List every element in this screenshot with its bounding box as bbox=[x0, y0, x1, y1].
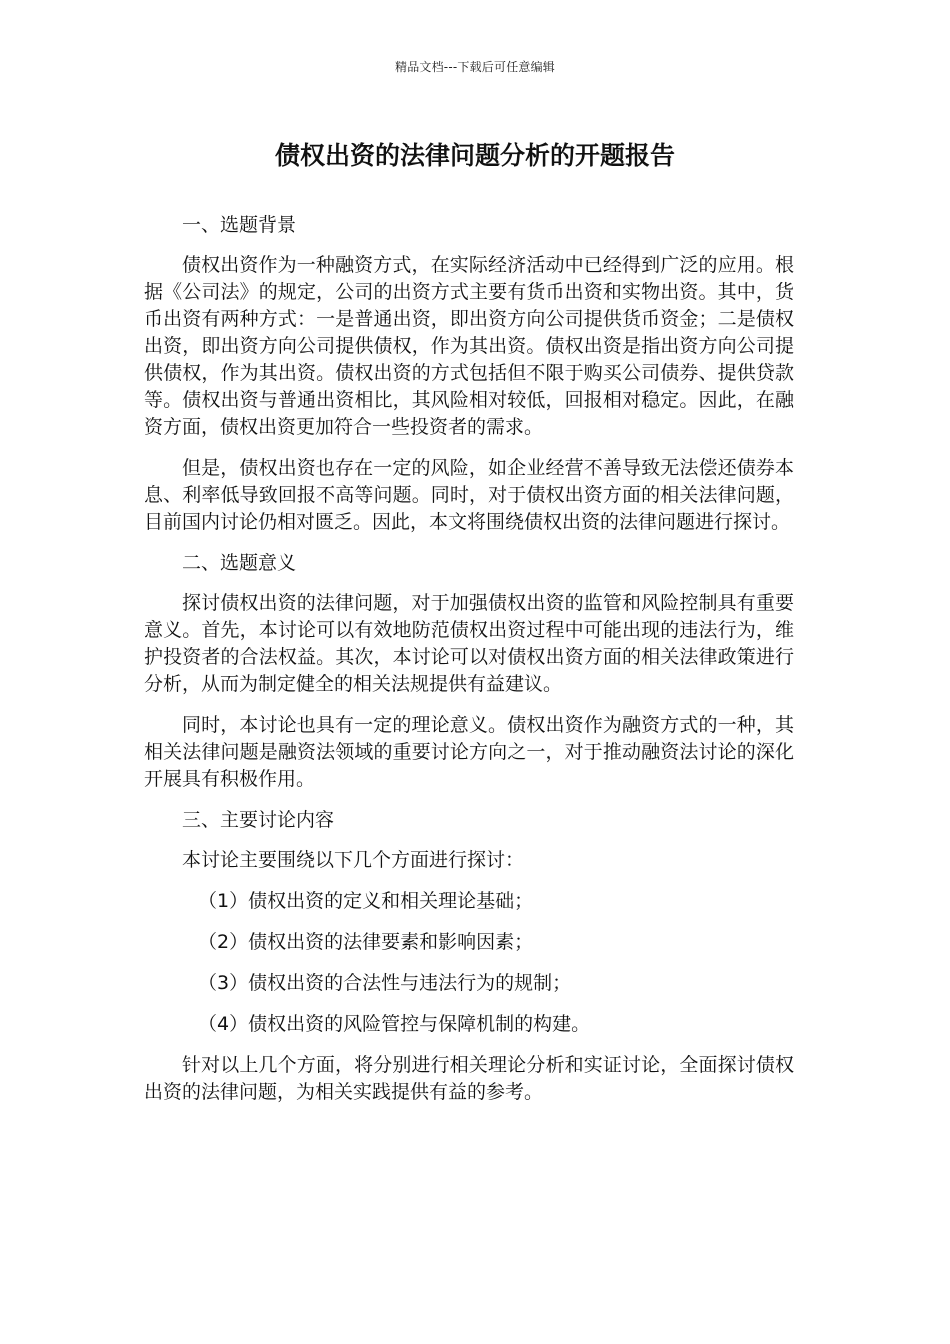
paragraph: 但是，债权出资也存在一定的风险，如企业经营不善导致无法偿还债券本息、利率低导致回报不高等问题。同时，对于债权出资方面的相关法律问题，目前国内讨论仍相对匮乏。因此，本文将围绕债权出资的法律问题进行探讨。 bbox=[144, 457, 794, 533]
section-heading-content: 三、主要讨论内容 bbox=[182, 809, 335, 831]
document-title: 债权出资的法律问题分析的开题报告 bbox=[274, 141, 675, 170]
header-note: 精品文档---下载后可任意编辑 bbox=[395, 60, 555, 74]
section-heading-significance: 二、选题意义 bbox=[182, 552, 297, 574]
paragraph: 同时，本讨论也具有一定的理论意义。债权出资作为融资方式的一种，其相关法律问题是融资法领域的重要讨论方向之一，对于推动融资法讨论的深化开展具有积极作用。 bbox=[144, 714, 794, 790]
paragraph-intro: 本讨论主要围绕以下几个方面进行探讨： bbox=[182, 849, 525, 871]
list-item: （1）债权出资的定义和相关理论基础； bbox=[198, 890, 534, 912]
list-item: （2）债权出资的法律要素和影响因素； bbox=[198, 931, 534, 953]
paragraph: 债权出资作为一种融资方式，在实际经济活动中已经得到广泛的应用。根据《公司法》的规定，公司的出资方式主要有货币出资和实物出资。其中，货币出资有两种方式：一是普通出资，即出资方向公司提供货币资金；二是债权出资，即出资方向公司提供债权，作为其出资。债权出资是指出资方向公司提供债权，作为其出资。债权出资的方式包括但不限于购买公司债券、提供贷款等。债权出资与普通出资相比，其风险相对较低，回报相对稳定。因此，在融资方面，债权出资更加符合一些投资者的需求。 bbox=[144, 254, 794, 438]
document-body bbox=[144, 212, 794, 1120]
paragraph-closing: 针对以上几个方面，将分别进行相关理论分析和实证讨论，全面探讨债权出资的法律问题，为相关实践提供有益的参考。 bbox=[144, 1054, 794, 1103]
section-heading-background: 一、选题背景 bbox=[182, 214, 297, 236]
list-item: （4）债权出资的风险管控与保障机制的构建。 bbox=[198, 1013, 591, 1035]
paragraph: 探讨债权出资的法律问题，对于加强债权出资的监管和风险控制具有重要意义。首先，本讨论可以有效地防范债权出资过程中可能出现的违法行为，维护投资者的合法权益。其次，本讨论可以对债权出资方面的相关法律政策进行分析，从而为制定健全的相关法规提供有益建议。 bbox=[144, 592, 794, 695]
list-item: （3）债权出资的合法性与违法行为的规制； bbox=[198, 972, 572, 994]
